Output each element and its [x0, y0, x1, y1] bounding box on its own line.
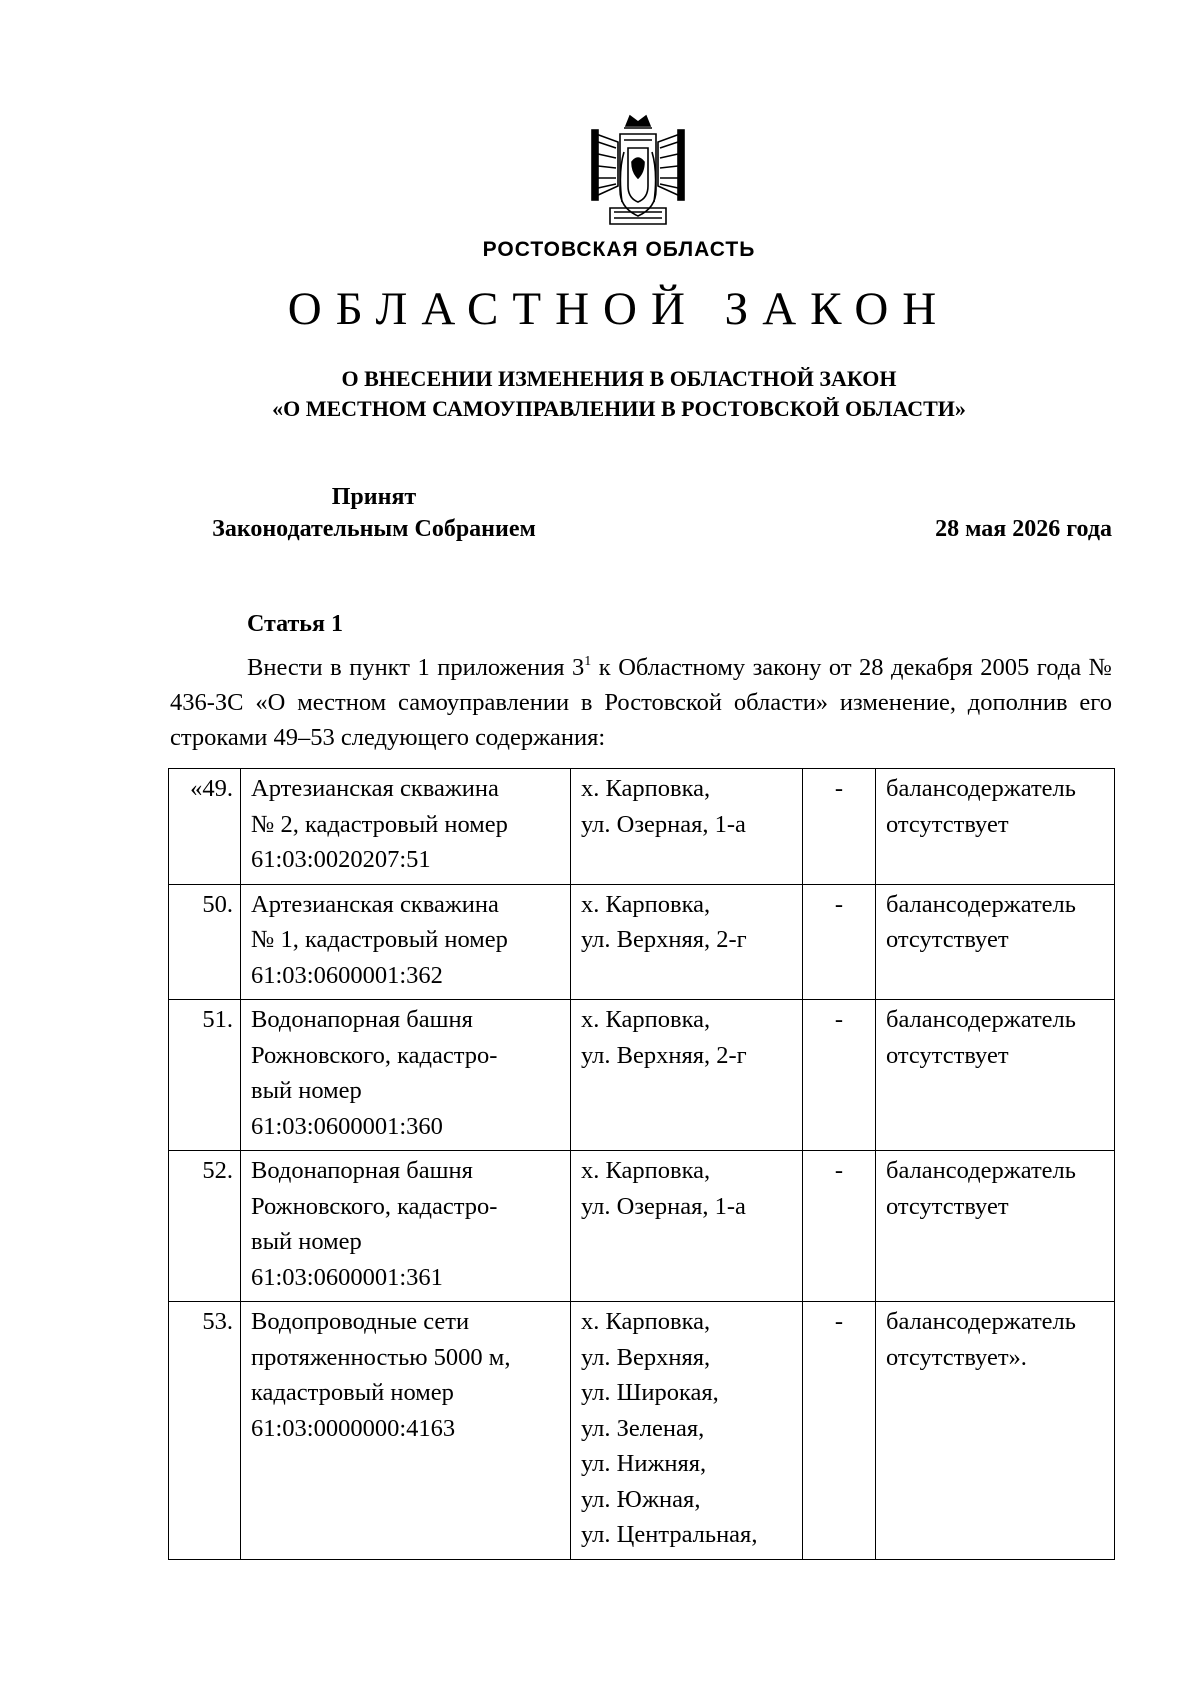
- object-description-cell: [241, 769, 571, 885]
- article-text-part-2: к Областному закону от 28 декабря 2005 года № 436-ЗС «О местном самоуправлении в Ростовской области» изменение, дополнив его строками 49–53 следующего содержания:: [170, 654, 1112, 751]
- dash-cell: -: [803, 884, 876, 1000]
- article-heading: Статья 1: [247, 611, 343, 637]
- address-line: ул. Озерная, 1-а: [581, 810, 746, 838]
- address-cell: [571, 1302, 803, 1560]
- object-description-line: протяженностью 5000 м,: [251, 1343, 511, 1371]
- address-line: х. Карповка,: [581, 1006, 711, 1033]
- adoption-date: 28 мая 2026 года: [935, 516, 1112, 542]
- object-description-line: № 1, кадастровый номер: [251, 926, 508, 953]
- object-description-line: Водопроводные сети: [251, 1308, 470, 1335]
- address-line: ул. Озерная, 1-а: [581, 1192, 746, 1220]
- object-description-cell: [241, 884, 571, 1000]
- dash-cell: -: [803, 1000, 876, 1151]
- object-description-line: Водонапорная башня: [251, 1157, 473, 1184]
- owner-cell: [876, 1151, 1115, 1302]
- dash-cell: -: [803, 1151, 876, 1302]
- owner-line: отсутствует».: [886, 1343, 1027, 1371]
- object-description-line: вый номер: [251, 1228, 362, 1255]
- address-cell: [571, 1000, 803, 1151]
- address-line: х. Карповка,: [581, 775, 711, 802]
- address-line: ул. Зеленая,: [581, 1414, 705, 1442]
- owner-cell: [876, 1302, 1115, 1560]
- table-row: [169, 1151, 1115, 1302]
- object-description-cell: [241, 1302, 571, 1560]
- law-type-title: ОБЛАСТНОЙ ЗАКОН: [287, 283, 951, 335]
- owner-cell: [876, 1000, 1115, 1151]
- object-description-line: Рожновского, кадастро-: [251, 1041, 498, 1069]
- object-description-line: Артезианская скважина: [251, 775, 499, 802]
- region-name: РОСТОВСКАЯ ОБЛАСТЬ: [482, 238, 756, 261]
- appendix-superscript: 1: [584, 654, 592, 669]
- law-subject-line-2: «О МЕСТНОМ САМОУПРАВЛЕНИИ В РОСТОВСКОЙ ОБЛАСТИ»: [272, 396, 966, 421]
- address-line: ул. Южная,: [581, 1485, 701, 1513]
- table-row: [169, 884, 1115, 1000]
- dash-cell: -: [803, 1302, 876, 1560]
- address-line: ул. Центральная,: [581, 1521, 758, 1548]
- table-row: [169, 1000, 1115, 1151]
- object-description-cell: [241, 1151, 571, 1302]
- owner-line: балансодержатель: [886, 1006, 1076, 1033]
- row-number-cell: 52.: [169, 1151, 241, 1302]
- row-number-cell: 53.: [169, 1302, 241, 1560]
- amendment-table-body: [169, 769, 1115, 1560]
- dash-cell: -: [803, 769, 876, 885]
- row-number-cell: 51.: [169, 1000, 241, 1151]
- address-line: х. Карповка,: [581, 1157, 711, 1184]
- address-line: ул. Широкая,: [581, 1379, 719, 1406]
- object-description-line: 61:03:0020207:51: [251, 846, 431, 873]
- object-description-line: 61:03:0600001:360: [251, 1112, 443, 1140]
- amendment-table: [168, 768, 1115, 1560]
- address-line: ул. Нижняя,: [581, 1450, 707, 1477]
- object-description-line: № 2, кадастровый номер: [251, 810, 508, 838]
- table-row: [169, 1302, 1115, 1560]
- object-description-line: Водонапорная башня: [251, 1006, 473, 1033]
- table-row: [169, 769, 1115, 885]
- owner-line: балансодержатель: [886, 1157, 1076, 1184]
- law-subject-line-1: О ВНЕСЕНИИ ИЗМЕНЕНИЯ В ОБЛАСТНОЙ ЗАКОН: [341, 366, 897, 391]
- adoption-line-2: Законодательным Собранием: [212, 516, 536, 542]
- owner-line: балансодержатель: [886, 890, 1076, 918]
- object-description-line: 61:03:0000000:4163: [251, 1414, 456, 1442]
- owner-line: отсутствует: [886, 926, 1009, 953]
- address-line: ул. Верхняя, 2-г: [581, 1041, 747, 1069]
- owner-line: отсутствует: [886, 1041, 1009, 1069]
- object-description-line: Рожновского, кадастро-: [251, 1192, 498, 1220]
- address-line: ул. Верхняя, 2-г: [581, 926, 747, 953]
- row-number-cell: 50.: [169, 884, 241, 1000]
- owner-line: балансодержатель: [886, 1308, 1076, 1335]
- address-line: х. Карповка,: [581, 1308, 711, 1335]
- object-description-line: 61:03:0600001:362: [251, 961, 443, 989]
- adoption-block: [174, 481, 574, 545]
- owner-cell: [876, 884, 1115, 1000]
- object-description-line: вый номер: [251, 1077, 362, 1104]
- law-subject: [0, 364, 1200, 424]
- object-description-line: 61:03:0600001:361: [251, 1263, 443, 1291]
- adoption-line-1: Принят: [331, 484, 417, 510]
- owner-line: отсутствует: [886, 1192, 1009, 1220]
- owner-line: балансодержатель: [886, 775, 1076, 802]
- address-line: х. Карповка,: [581, 890, 711, 918]
- address-cell: [571, 769, 803, 885]
- object-description-line: кадастровый номер: [251, 1379, 454, 1406]
- object-description-cell: [241, 1000, 571, 1151]
- coat-of-arms-emblem: [588, 112, 688, 228]
- row-number-cell: «49.: [169, 769, 241, 885]
- article-paragraph: [170, 650, 1112, 755]
- address-line: ул. Верхняя,: [581, 1343, 711, 1371]
- article-text-part-1: Внести в пункт 1 приложения 3: [247, 654, 585, 681]
- address-cell: [571, 1151, 803, 1302]
- owner-cell: [876, 769, 1115, 885]
- owner-line: отсутствует: [886, 810, 1009, 838]
- object-description-line: Артезианская скважина: [251, 890, 499, 918]
- address-cell: [571, 884, 803, 1000]
